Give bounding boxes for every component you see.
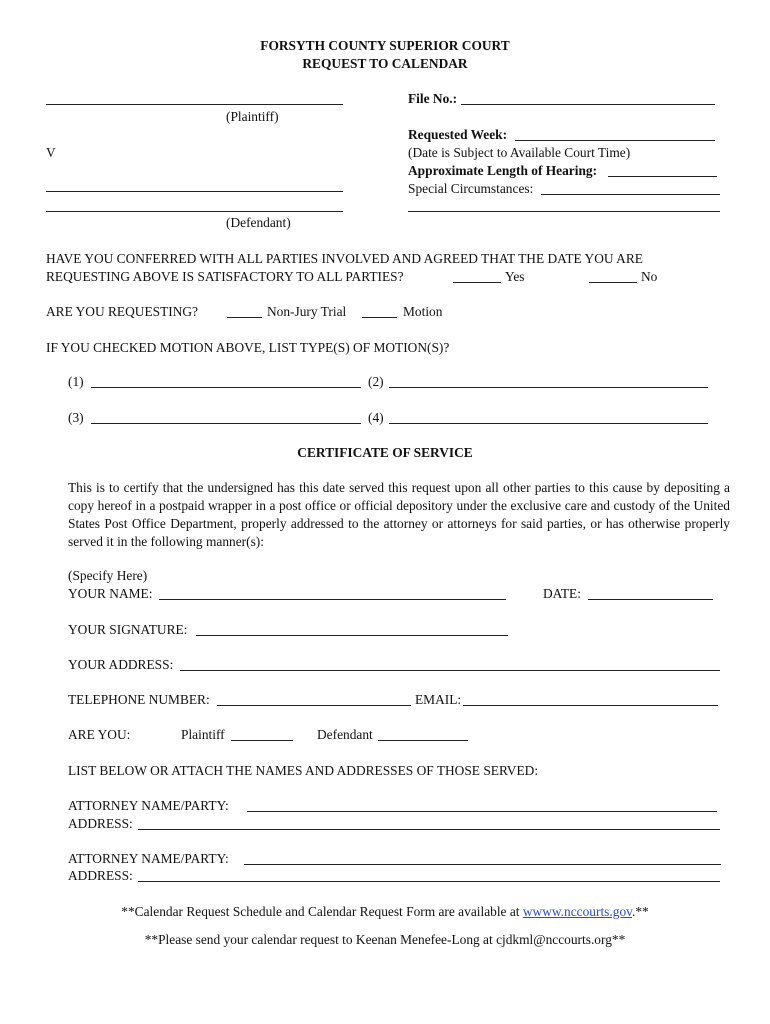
attorney-1-address-label: ADDRESS: <box>68 816 133 831</box>
file-no-field[interactable] <box>461 104 715 105</box>
conferred-question-line2: REQUESTING ABOVE IS SATISFACTORY TO ALL PARTIES? <box>46 269 404 284</box>
versus-label: V <box>46 145 56 160</box>
special-circumstances-field[interactable] <box>541 194 720 195</box>
attorney-1-field[interactable] <box>247 811 717 812</box>
motions-question: IF YOU CHECKED MOTION ABOVE, LIST TYPE(S) OF MOTION(S)? <box>46 340 450 355</box>
hearing-length-field[interactable] <box>608 176 717 177</box>
requested-week-label: Requested Week: <box>408 127 508 142</box>
footer-note-1 <box>0 904 770 920</box>
motion-item-1-field[interactable] <box>91 387 361 388</box>
attorney-1-address-field[interactable] <box>138 829 720 830</box>
motion-item-3-field[interactable] <box>91 423 361 424</box>
your-name-field[interactable] <box>159 599 506 600</box>
attorney-2-field[interactable] <box>244 864 721 865</box>
email-field[interactable] <box>463 705 718 706</box>
defendant-label: (Defendant) <box>226 215 291 230</box>
plaintiff-option-label: Plaintiff <box>181 727 225 742</box>
are-you-label: ARE YOU: <box>68 727 131 742</box>
telephone-field[interactable] <box>217 705 411 706</box>
motion-item-1-label: (1) <box>68 374 84 389</box>
date-label: DATE: <box>543 586 581 601</box>
plaintiff-option-blank[interactable] <box>231 740 293 741</box>
conferred-no-label: No <box>641 269 658 284</box>
your-address-field[interactable] <box>180 670 720 671</box>
motion-item-3-label: (3) <box>68 410 84 425</box>
signature-label: YOUR SIGNATURE: <box>68 622 188 637</box>
file-no-label: File No.: <box>408 91 458 106</box>
special-circumstances-field-2[interactable] <box>408 211 720 212</box>
plaintiff-name-field[interactable] <box>46 104 343 105</box>
nonjury-blank[interactable] <box>227 317 262 318</box>
requested-week-field[interactable] <box>515 140 715 141</box>
special-circumstances-label: Special Circumstances: <box>408 181 534 196</box>
date-subject-note: (Date is Subject to Available Court Time) <box>408 145 631 160</box>
footer-note-1-suffix: .** <box>631 904 649 919</box>
conferred-yes-label: Yes <box>505 269 525 284</box>
motion-item-4-label: (4) <box>368 410 384 425</box>
conferred-no-blank[interactable] <box>589 282 637 283</box>
signature-field[interactable] <box>196 635 508 636</box>
list-below-instruction: LIST BELOW OR ATTACH THE NAMES AND ADDRESSES OF THOSE SERVED: <box>68 763 539 778</box>
certificate-title: CERTIFICATE OF SERVICE <box>297 445 473 460</box>
defendant-name-field-1[interactable] <box>46 191 343 192</box>
form-title: REQUEST TO CALENDAR <box>302 56 468 71</box>
nccourts-link[interactable]: wwww.nccourts.gov <box>522 904 632 919</box>
motion-label: Motion <box>403 304 443 319</box>
attorney-1-label: ATTORNEY NAME/PARTY: <box>68 798 229 813</box>
motion-item-4-field[interactable] <box>389 423 708 424</box>
attorney-2-label: ATTORNEY NAME/PARTY: <box>68 851 229 866</box>
nonjury-label: Non-Jury Trial <box>267 304 347 319</box>
motion-blank[interactable] <box>362 317 397 318</box>
footer-note-1-text: **Calendar Request Schedule and Calendar Request Form are available at <box>121 904 520 919</box>
defendant-option-blank[interactable] <box>378 740 468 741</box>
defendant-name-field-2[interactable] <box>46 211 343 212</box>
date-field[interactable] <box>588 599 713 600</box>
conferred-yes-blank[interactable] <box>453 282 501 283</box>
motion-item-2-label: (2) <box>368 374 384 389</box>
footer-note-2: **Please send your calendar request to Keenan Menefee-Long at cjdkml@nccourts.org** <box>144 932 626 947</box>
telephone-label: TELEPHONE NUMBER: <box>68 692 210 707</box>
defendant-option-label: Defendant <box>317 727 373 742</box>
your-address-label: YOUR ADDRESS: <box>68 657 174 672</box>
conferred-question-line1: HAVE YOU CONFERRED WITH ALL PARTIES INVOLVED AND AGREED THAT THE DATE YOU ARE <box>46 251 643 266</box>
email-label: EMAIL: <box>415 692 462 707</box>
attorney-2-address-label: ADDRESS: <box>68 868 133 883</box>
hearing-length-label: Approximate Length of Hearing: <box>408 163 598 178</box>
court-name: FORSYTH COUNTY SUPERIOR COURT <box>260 38 510 53</box>
motion-item-2-field[interactable] <box>389 387 708 388</box>
specify-here-label: (Specify Here) <box>68 568 148 583</box>
requesting-question: ARE YOU REQUESTING? <box>46 304 198 319</box>
plaintiff-label: (Plaintiff) <box>226 109 279 124</box>
attorney-2-address-field[interactable] <box>138 881 720 882</box>
your-name-label: YOUR NAME: <box>68 586 153 601</box>
certificate-body: This is to certify that the undersigned has this date served this request upon all other parties to this cause by depositing a copy hereof in a postpaid wrapper in a post office or official depository under the exclusive care and custody of the United States Post Office Department, properly addressed to the attorney or attorneys for said parties, or has otherwise properly served it in the following manner(s): <box>68 480 730 549</box>
